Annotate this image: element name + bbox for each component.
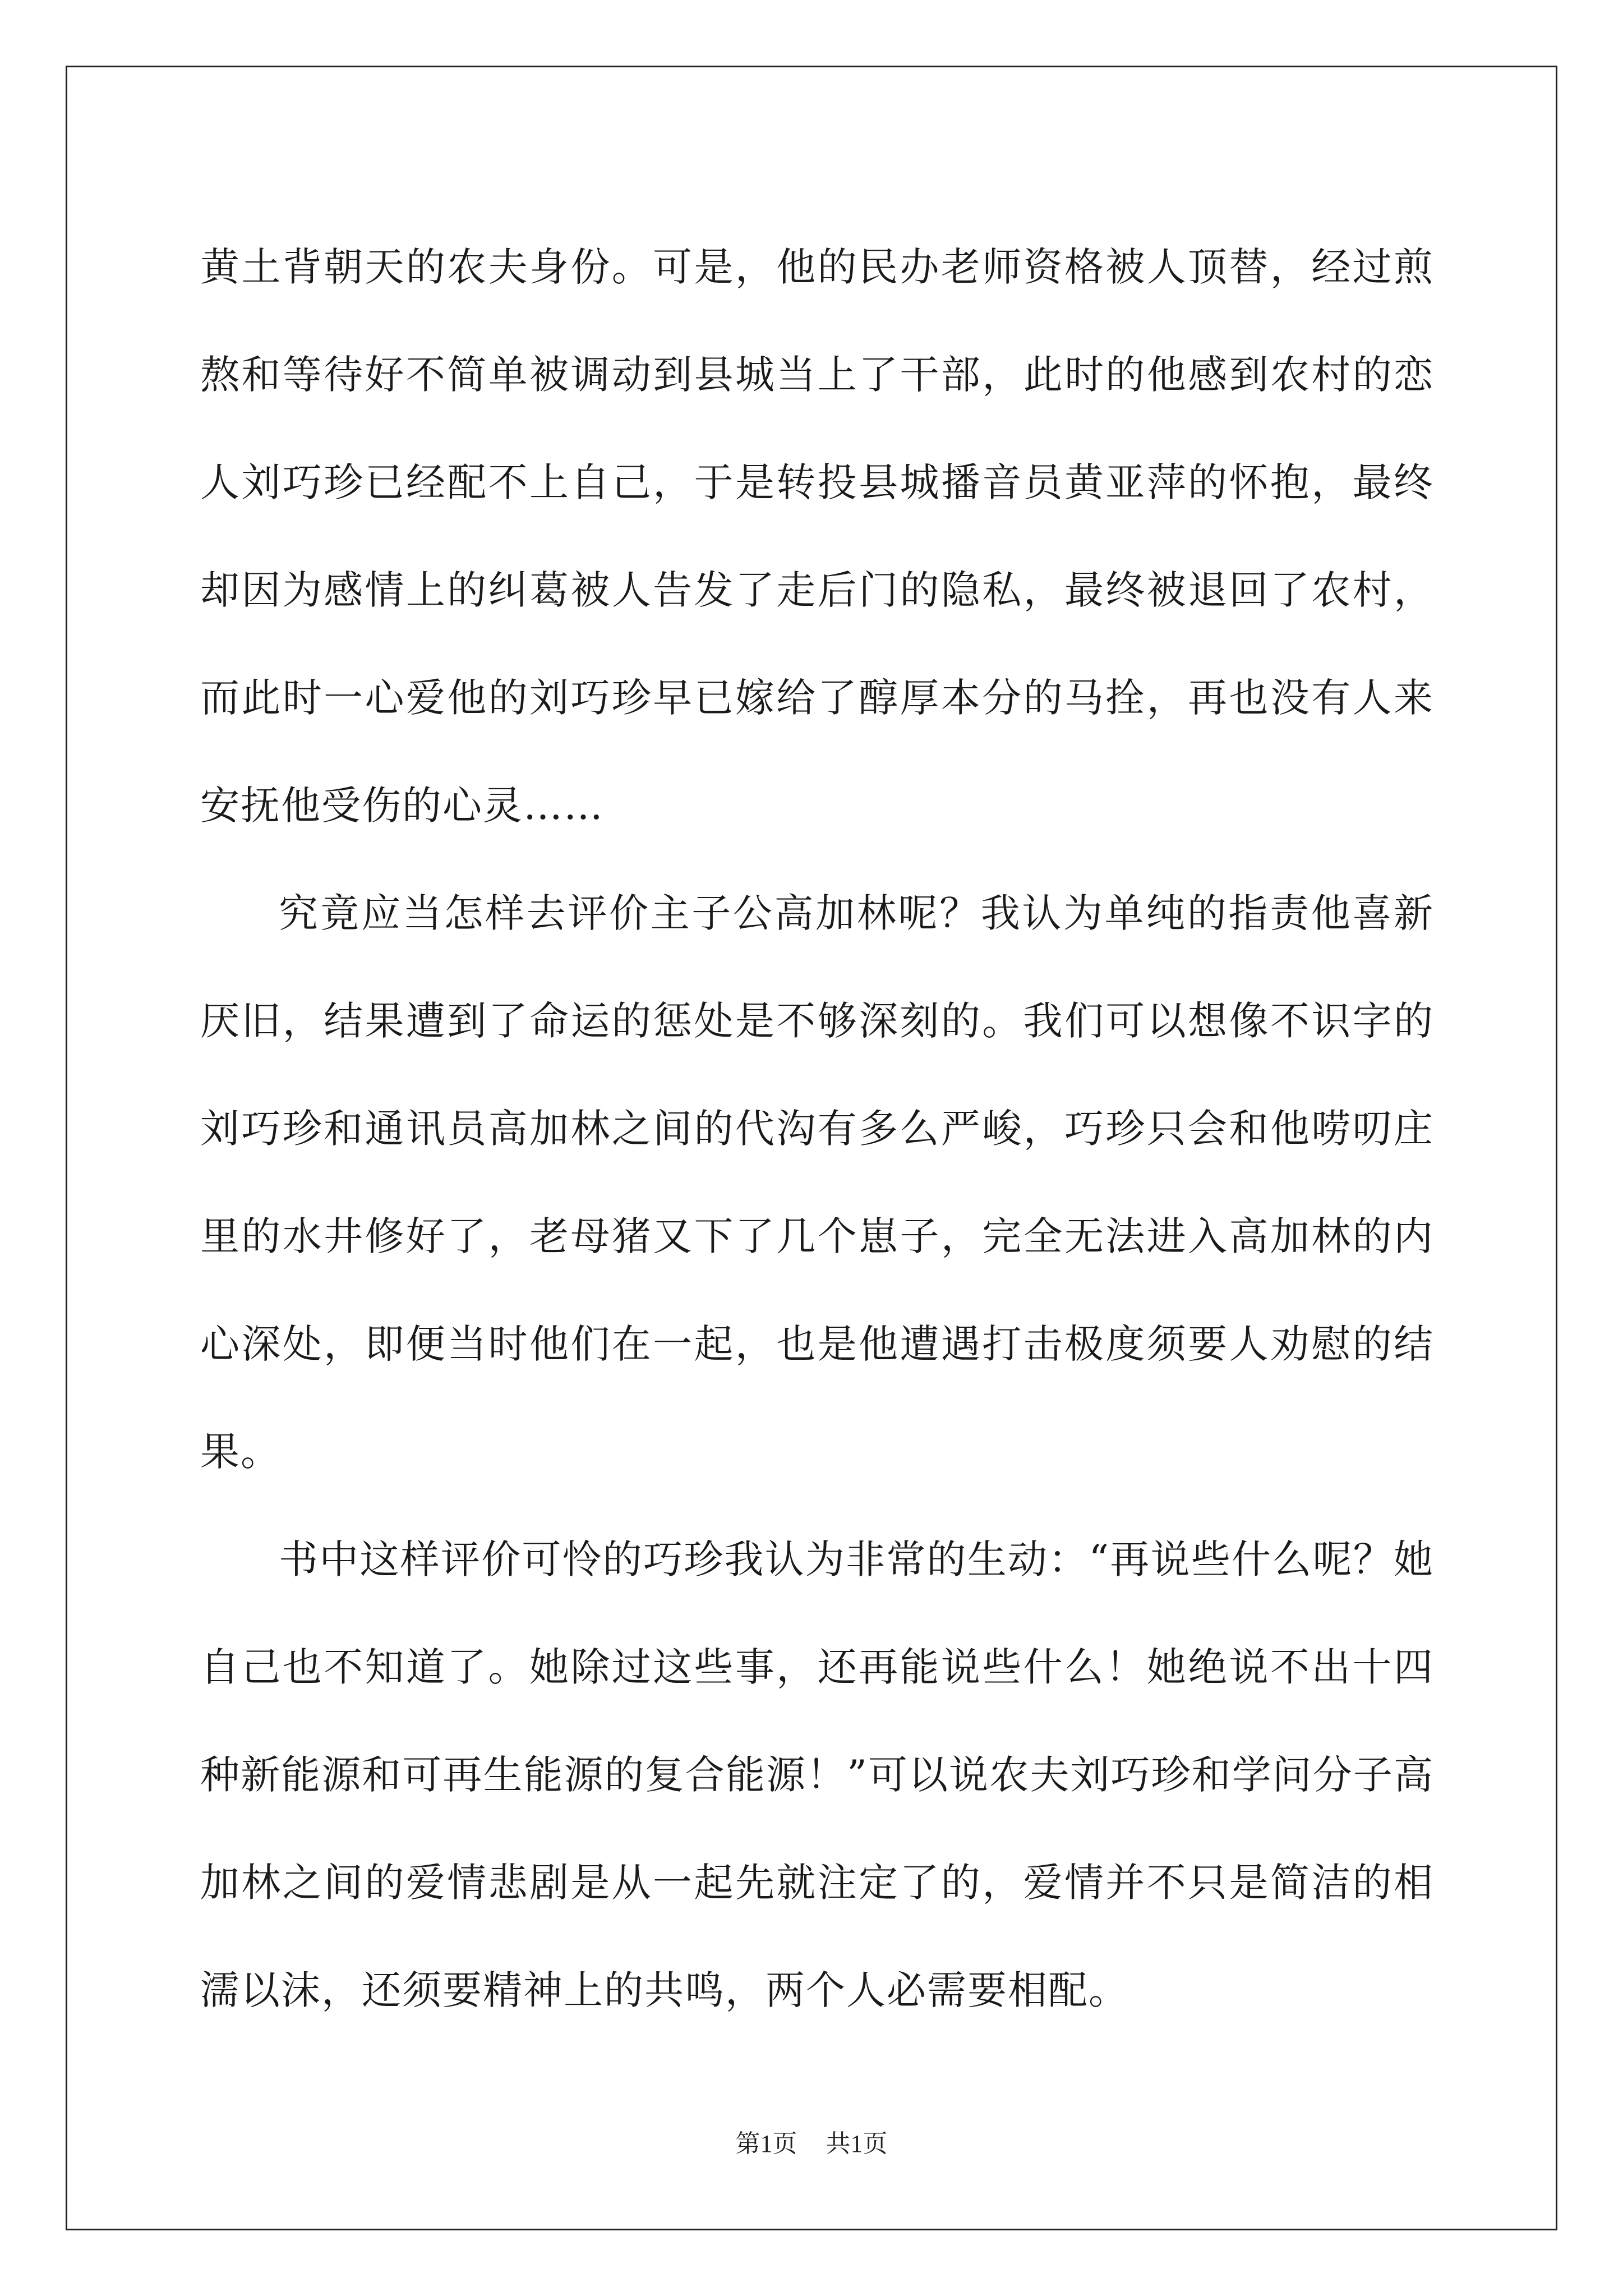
paragraph-2: 究竟应当怎样去评价主子公高加林呢？我认为单纯的指责他喜新厌旧，结果遭到了命运的惩处是不够深刻的。我们可以想像不识字的刘巧珍和通讯员高加林之间的代沟有多么严峻，巧珍只会和他唠叨庄里的水井修好了，老母猪又下了几个崽子，完全无法进入高加林的内心深处，即便当时他们在一起，也是他遭遇打击极度须要人劝慰的结果。: [200, 890, 1434, 1475]
page-number-total: 共1页: [826, 2130, 888, 2157]
document-body: [200, 213, 1434, 2044]
paragraph-1: 黄土背朝天的农夫身份。可是，他的民办老师资格被人顶替，经过煎熬和等待好不简单被调动到县城当上了干部，此时的他感到农村的恋人刘巧珍已经配不上自己，于是转投县城播音员黄亚萍的怀抱，最终却因为感情上的纠葛被人告发了走后门的隐私，最终被退回了农村，而此时一心爱他的刘巧珍早已嫁给了醇厚本分的马拴，再也没有人来安抚他受伤的心灵……: [200, 244, 1434, 829]
page-footer: [0, 2123, 1623, 2159]
paragraph-3: 书中这样评价可怜的巧珍我认为非常的生动：“再说些什么呢？她自己也不知道了。她除过这些事，还再能说些什么！她绝说不出十四种新能源和可再生能源的复合能源！”可以说农夫刘巧珍和学问分子高加林之间的爱情悲剧是从一起先就注定了的，爱情并不只是简洁的相濡以沫，还须要精神上的共鸣，两个人必需要相配。: [200, 1536, 1434, 2013]
page-number-current: 第1页: [735, 2130, 797, 2157]
